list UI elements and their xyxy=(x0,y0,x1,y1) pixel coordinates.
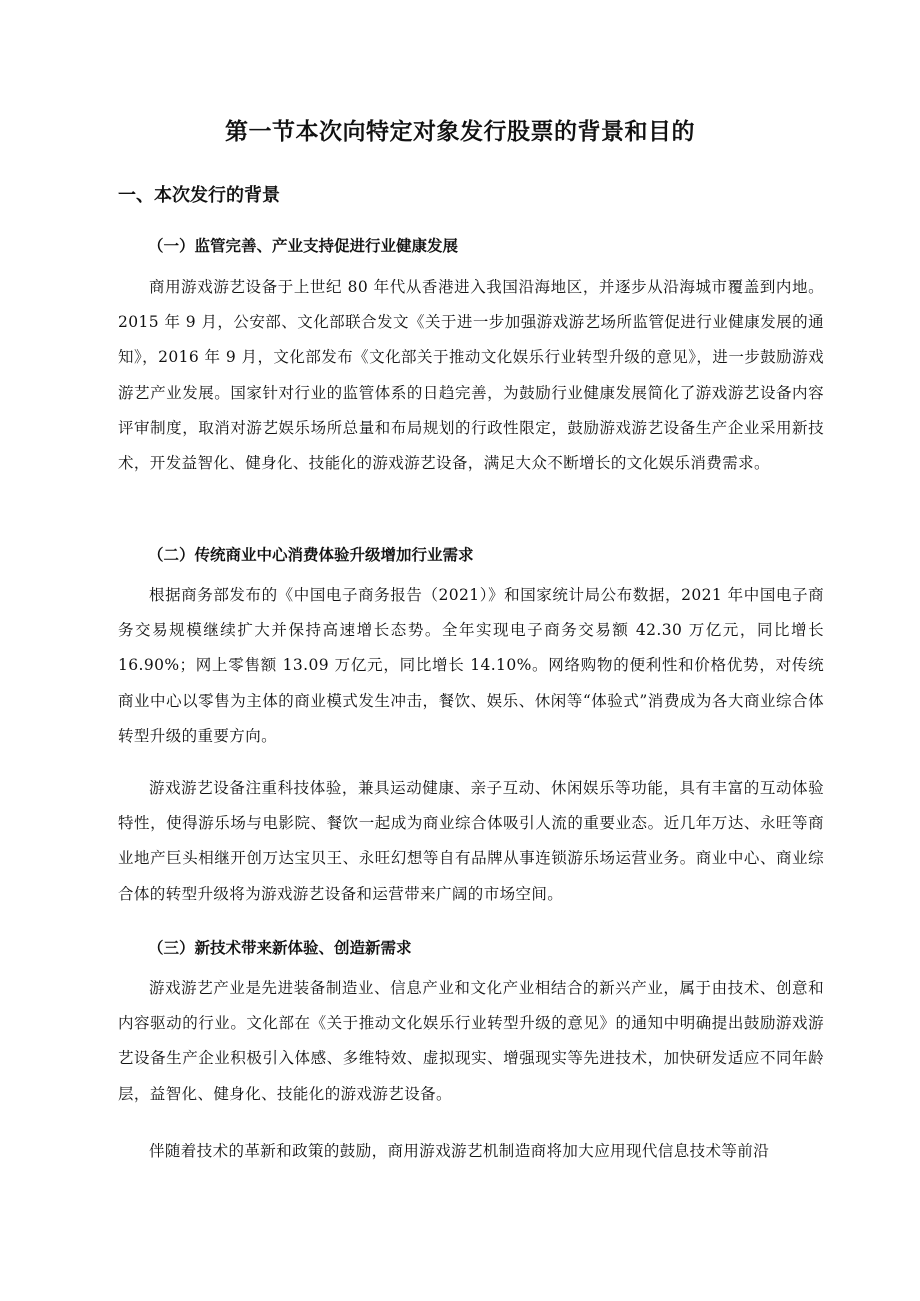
paragraph: 根据商务部发布的《中国电子商务报告（2021）》和国家统计局公布数据，2021 年中国电子商务交易规模继续扩大并保持高速增长态势。全年实现电子商务交易额 42.30 万亿元，同比增长 16.90%；网上零售额 13.09 万亿元，同比增长 14.10%。网络购物的便利性和价格优势，对传统商业中心以零售为主体的商业模式发生冲击，餐饮、娱乐、休闲等“体验式”消费成为各大商业综合体转型升级的重要方向。 xyxy=(118,586,824,745)
section-heading: 一、本次发行的背景 xyxy=(118,185,280,206)
paragraph: 游戏游艺产业是先进装备制造业、信息产业和文化产业相结合的新兴产业，属于由技术、创意和内容驱动的行业。文化部在《关于推动文化娱乐行业转型升级的意见》的通知中明确提出鼓励游戏游艺设备生产企业积极引入体感、多维特效、虚拟现实、增强现实等先进技术，加快研发适应不同年龄层，益智化、健身化、技能化的游戏游艺设备。 xyxy=(118,979,824,1103)
subsection-heading-1: （一）监管完善、产业支持促进行业健康发展 xyxy=(148,237,459,255)
paragraph: 商用游戏游艺设备于上世纪 80 年代从香港进入我国沿海地区，并逐步从沿海城市覆盖到内地。2015 年 9 月，公安部、文化部联合发文《关于进一步加强游戏游艺场所监管促进行业健康发展的通知》，2016 年 9 月，文化部发布《文化部关于推动文化娱乐行业转型升级的意见》，进一步鼓励游戏游艺产业发展。国家针对行业的监管体系的日趋完善，为鼓励行业健康发展简化了游戏游艺设备内容评审制度，取消对游艺娱乐场所总量和布局规划的行政性限定，鼓励游戏游艺设备生产企业采用新技术，开发益智化、健身化、技能化的游戏游艺设备，满足大众不断增长的文化娱乐消费需求。 xyxy=(118,278,824,473)
paragraph: 伴随着技术的革新和政策的鼓励，商用游戏游艺机制造商将加大应用现代信息技术等前沿 xyxy=(149,1142,770,1160)
document-title: 第一节本次向特定对象发行股票的背景和目的 xyxy=(225,119,695,145)
subsection-heading-2: （二）传统商业中心消费体验升级增加行业需求 xyxy=(148,546,474,564)
paragraph: 游戏游艺设备注重科技体验，兼具运动健康、亲子互动、休闲娱乐等功能，具有丰富的互动体验特性，使得游乐场与电影院、餐饮一起成为商业综合体吸引人流的重要业态。近几年万达、永旺等商业地产巨头相继开创万达宝贝王、永旺幻想等自有品牌从事连锁游乐场运营业务。商业中心、商业综合体的转型升级将为游戏游艺设备和运营带来广阔的市场空间。 xyxy=(118,779,824,903)
subsection-heading-3: （三）新技术带来新体验、创造新需求 xyxy=(148,939,412,957)
